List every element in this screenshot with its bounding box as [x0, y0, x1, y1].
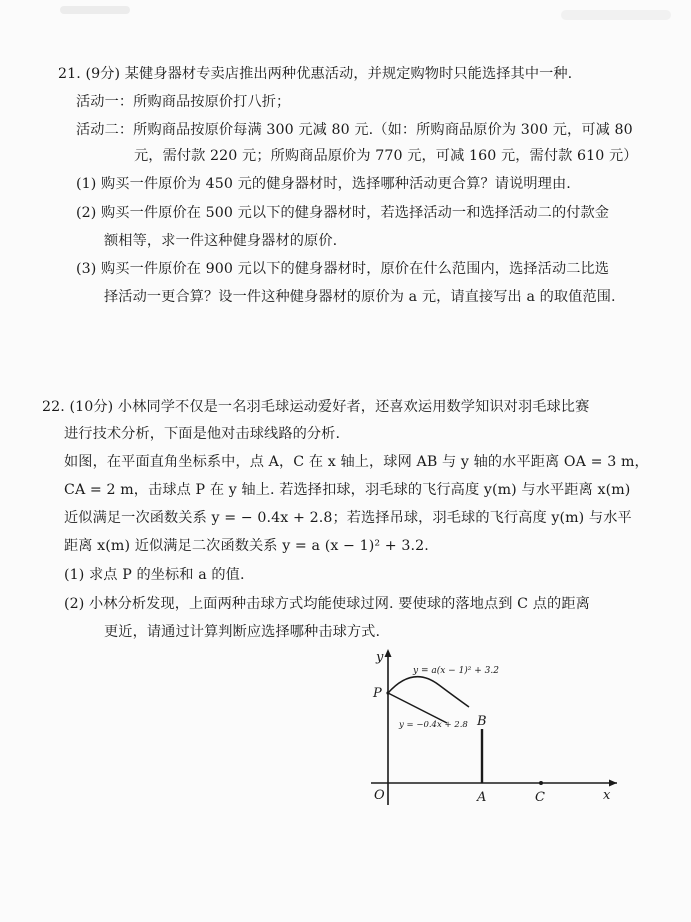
- coordinate-figure-svg: [365, 645, 625, 815]
- q21-header: 21. (9分) 某健身器材专卖店推出两种优惠活动，并规定购物时只能选择其中一种.: [58, 66, 573, 82]
- q21-activity-one: 活动一：所购商品按原价打八折；: [76, 94, 291, 110]
- origin-label: O: [374, 788, 385, 803]
- coordinate-figure: [365, 645, 625, 815]
- linear-path: [388, 693, 447, 723]
- q22-part2-line2: 更近，请通过计算判断应选择哪种击球方式.: [104, 624, 381, 640]
- point-P-label: P: [373, 686, 382, 701]
- q22-header-line2: 进行技术分析，下面是他对击球线路的分析.: [64, 426, 341, 442]
- q22-part1: (1) 求点 P 的坐标和 a 的值.: [64, 567, 245, 583]
- y-axis-label: y: [376, 650, 384, 665]
- point-B-label: B: [477, 714, 487, 729]
- point-P-dot: [386, 691, 389, 694]
- q21-part1: (1) 购买一件原价为 450 元的健身器材时，选择哪种活动更合算？请说明理由.: [76, 176, 571, 192]
- q22-header-line1: 22. (10分) 小林同学不仅是一名羽毛球运动爱好者，还喜欢运用数学知识对羽毛球比赛: [42, 399, 590, 415]
- q22-body-line1: 如图，在平面直角坐标系中，点 A，C 在 x 轴上，球网 AB 与 y 轴的水平距离 OA = 3 m，: [64, 454, 649, 470]
- q21-activity-two-line1: 活动二：所购商品按原价每满 300 元减 80 元.（如：所购商品原价为 300 元，可减 80: [76, 122, 633, 138]
- parabola-curve: [388, 677, 469, 707]
- x-axis-label: x: [603, 788, 611, 803]
- point-C-dot: [539, 781, 543, 785]
- q21-part2-line1: (2) 购买一件原价在 500 元以下的健身器材时，若选择活动一和选择活动二的付款金: [76, 205, 610, 221]
- q21-part3-line2: 择活动一更合算？设一件这种健身器材的原价为 a 元，请直接写出 a 的取值范围.: [104, 289, 616, 305]
- scan-smudge: [60, 6, 130, 14]
- q22-part2-line1: (2) 小林分析发现，上面两种击球方式均能使球过网. 要使球的落地点到 C 点的距离: [64, 596, 590, 612]
- parabola-equation-label: y = a(x − 1)² + 3.2: [413, 666, 499, 676]
- point-A-label: A: [477, 790, 487, 805]
- q21-activity-two-line2: 元，需付款 220 元；所购商品原价为 770 元，可减 160 元，需付款 610 元）: [134, 148, 638, 164]
- q22-body-line4: 距离 x(m) 近似满足二次函数关系 y = a (x − 1)² + 3.2.: [64, 538, 429, 554]
- q22-body-line2: CA = 2 m，击球点 P 在 y 轴上. 若选择扣球，羽毛球的飞行高度 y(m) 与水平距离 x(m): [64, 482, 631, 498]
- q21-part2-line2: 额相等，求一件这种健身器材的原价.: [104, 233, 338, 249]
- line-equation-label: y = −0.4x + 2.8: [399, 720, 468, 730]
- x-axis-arrow-icon: [609, 780, 617, 787]
- point-C-label: C: [535, 790, 545, 805]
- q22-body-line3: 近似满足一次函数关系 y = − 0.4x + 2.8；若选择吊球，羽毛球的飞行高度 y(m) 与水平: [64, 510, 632, 526]
- q21-part3-line1: (3) 购买一件原价在 900 元以下的健身器材时，原价在什么范围内，选择活动二比选: [76, 261, 610, 277]
- scan-smudge: [561, 10, 671, 20]
- y-axis-arrow-icon: [385, 649, 392, 657]
